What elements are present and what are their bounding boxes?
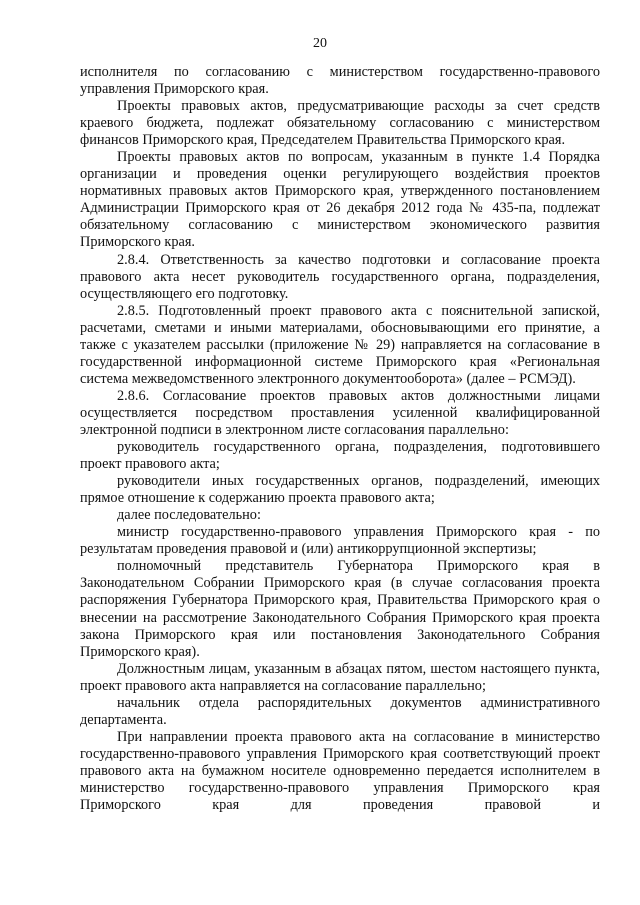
paragraph-2-8-6: 2.8.6. Согласование проектов правовых актов должностными лицами осуществляется посредством проставления усиленной квалифицированной электронной подписи в электронном листе согласования параллельно: (80, 387, 600, 438)
list-item-minister-legal: министр государственно-правового управления Приморского края - по результатам проведения правовой и (или) антикоррупционной экспертизы; (80, 524, 600, 558)
paragraph-continuation: исполнителя по согласованию с министерством государственно-правового управления Приморского края. (80, 64, 600, 98)
paragraph-2-8-5: 2.8.5. Подготовленный проект правового акта с пояснительной запиской, расчетами, сметами и иными материалами, обосновывающими его принятие, а также с указателем рассылки (приложение № 29) направляется на согласование в государственной информационной системе Приморского края «Региональная система межведомственного электронного документооборота» (далее – РСМЭД). (80, 302, 600, 387)
list-item-department-head: начальник отдела распорядительных документов административного департамента. (80, 694, 600, 728)
paragraph-paper-copy: При направлении проекта правового акта на согласование в министерство государственно-правового управления Приморского края соответствующий проект правового акта на бумажном носителе одновременно передается исполнителем в министерство государственно-правового управления Приморского края Приморского края для проведения правовой и (80, 728, 600, 814)
paragraph-then-sequentially: далее последовательно: (117, 507, 261, 524)
document-body (80, 64, 600, 814)
paragraph-regulatory-impact: Проекты правовых актов по вопросам, указанным в пункте 1.4 Порядка организации и проведения оценки регулирующего воздействия проектов нормативных правовых актов Приморского края, утвержденного постановлением Администрации Приморского края от 26 декабря 2012 года № 435-па, подлежат обязательному согласованию с министерством экономического развития Приморского края. (80, 149, 600, 251)
list-item-head-of-body: руководитель государственного органа, подразделения, подготовившего проект правового акта; (80, 439, 600, 473)
list-item-other-heads: руководители иных государственных органов, подразделений, имеющих прямое отношение к содержанию проекта правового акта; (80, 473, 600, 507)
paragraph-parallel-note: Должностным лицам, указанным в абзацах пятом, шестом настоящего пункта, проект правового акта направляется на согласование параллельно; (80, 660, 600, 694)
list-item-governor-representative: полномочный представитель Губернатора Приморского края в Законодательном Собрании Приморского края (в случае согласования проекта распоряжения Губернатора Приморского края, Правительства Приморского края о внесении на рассмотрение Законодательного Собрания Приморского края проекта закона Приморского края или постановления Законодательного Собрания Приморского края). (80, 558, 600, 660)
paragraph-2-8-4: 2.8.4. Ответственность за качество подготовки и согласование проекта правового акта несет руководитель государственного органа, подразделения, осуществляющего его подготовку. (80, 251, 600, 302)
page-number: 20 (313, 36, 327, 51)
paragraph-finance-approval: Проекты правовых актов, предусматривающие расходы за счет средств краевого бюджета, подлежат обязательному согласованию с министерством финансов Приморского края, Председателем Правительства Приморского края. (80, 98, 600, 149)
